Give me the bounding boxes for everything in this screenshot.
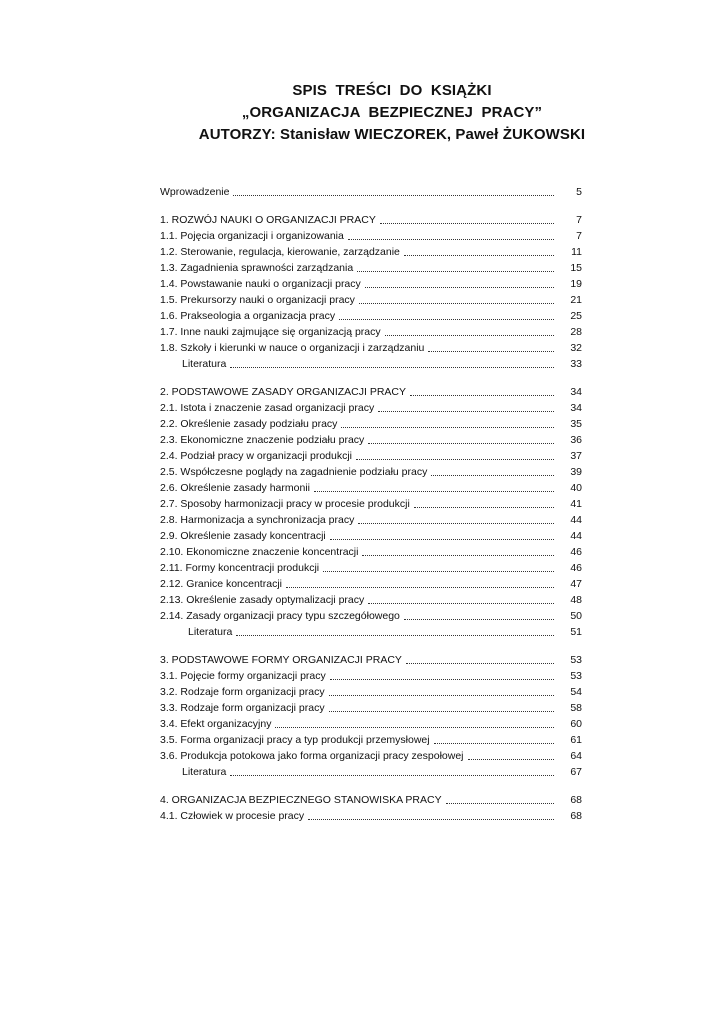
toc-entry (160, 322, 582, 338)
dot-leader (308, 809, 554, 820)
toc-entry-page: 53 (570, 654, 582, 666)
toc-entry-title: 2.6. Określenie zasady harmonii (160, 482, 310, 494)
toc-entry-page: 44 (570, 530, 582, 542)
dot-leader (275, 717, 554, 728)
toc-entry-page: 46 (570, 562, 582, 574)
dot-leader (323, 561, 554, 572)
toc-entry-title: 3.1. Pojęcie formy organizacji pracy (160, 670, 326, 682)
dot-leader (348, 229, 554, 240)
toc-entry-title: 3.6. Produkcja potokowa jako forma organizacji pracy zespołowej (160, 750, 464, 762)
toc-entry (160, 558, 582, 574)
toc-entry-page: 32 (570, 342, 582, 354)
toc-entry-title: 1.3. Zagadnienia sprawności zarządzania (160, 262, 354, 274)
toc-entry (160, 746, 582, 762)
dot-leader (406, 653, 554, 664)
dot-leader (446, 793, 554, 804)
toc-entry-title: 2.13. Określenie zasady optymalizacji pracy (160, 594, 365, 606)
toc-entry-intro (160, 182, 582, 198)
toc-entry (160, 666, 582, 682)
dot-leader (404, 245, 554, 256)
toc-entry-page: 51 (570, 626, 582, 638)
toc-entry-title: 4.1. Człowiek w procesie pracy (160, 810, 305, 822)
toc-entry-page: 53 (570, 670, 582, 682)
toc-entry-page: 68 (570, 794, 582, 806)
dot-leader (236, 625, 554, 636)
dot-leader (368, 593, 554, 604)
toc-entry-title: 1. ROZWÓJ NAUKI O ORGANIZACJI PRACY (160, 214, 376, 226)
dot-leader (230, 357, 554, 368)
toc-entry-literature (160, 762, 582, 778)
toc-entry-page: 46 (570, 546, 582, 558)
toc-entry (160, 606, 582, 622)
toc-entry-page: 41 (570, 498, 582, 510)
toc-entry (160, 258, 582, 274)
dot-leader (414, 497, 554, 508)
toc-entry (160, 526, 582, 542)
toc-entry-title: 2.9. Określenie zasady koncentracji (160, 530, 326, 542)
toc-entry-title: 4. ORGANIZACJA BEZPIECZNEGO STANOWISKA PRACY (160, 794, 442, 806)
dot-leader (365, 277, 554, 288)
toc-entry (160, 574, 582, 590)
toc-entry (160, 274, 582, 290)
title-line-2: „ORGANIZACJA BEZPIECZNEJ PRACY” (241, 104, 543, 121)
toc-entry-title: 2. PODSTAWOWE ZASADY ORGANIZACJI PRACY (160, 386, 407, 398)
toc-entry-title: 3.2. Rodzaje form organizacji pracy (160, 686, 325, 698)
toc-entry (160, 682, 582, 698)
toc-entry-page: 68 (570, 810, 582, 822)
dot-leader (468, 749, 555, 760)
toc-entry-page: 61 (570, 734, 582, 746)
toc-entry-page: 21 (570, 294, 582, 306)
dot-leader (339, 309, 554, 320)
toc-entry-page: 48 (570, 594, 582, 606)
dot-leader (428, 341, 554, 352)
toc-entry-page: 58 (570, 702, 582, 714)
toc-entry-page: 15 (570, 262, 582, 274)
title-block (0, 80, 724, 146)
toc-entry-page: 19 (570, 278, 582, 290)
toc-entry-page: 25 (570, 310, 582, 322)
toc-entry-title: Literatura (182, 766, 227, 778)
dot-leader (329, 685, 554, 696)
toc-entry-page: 60 (570, 718, 582, 730)
toc-chapter-2 (160, 382, 582, 398)
toc-entry-title: 3. PODSTAWOWE FORMY ORGANIZACJI PRACY (160, 654, 402, 666)
toc-entry-page: 39 (570, 466, 582, 478)
toc-entry-page: 34 (570, 402, 582, 414)
toc-chapter-1 (160, 210, 582, 226)
toc-entry-title: 2.11. Formy koncentracji produkcji (160, 562, 320, 574)
dot-leader (357, 261, 554, 272)
toc-entry-title: 1.7. Inne nauki zajmujące się organizacją pracy (160, 326, 381, 338)
toc-entry (160, 462, 582, 478)
toc-entry-title: 1.6. Prakseologia a organizacja pracy (160, 310, 336, 322)
dot-leader (410, 385, 554, 396)
dot-leader (358, 513, 554, 524)
toc-entry (160, 714, 582, 730)
toc-entry-title: 2.4. Podział pracy w organizacji produkcji (160, 450, 353, 462)
toc-entry-page: 5 (576, 186, 582, 198)
toc-entry-literature (160, 622, 582, 638)
toc-entry (160, 414, 582, 430)
toc-entry-page: 50 (570, 610, 582, 622)
title-line-3: AUTORZY: Stanisław WIECZOREK, Paweł ŻUKOWSKI (198, 126, 586, 143)
toc-entry-page: 54 (570, 686, 582, 698)
toc-entry (160, 542, 582, 558)
toc-entry-title: 2.8. Harmonizacja a synchronizacja pracy (160, 514, 355, 526)
toc-entry-page: 67 (570, 766, 582, 778)
dot-leader (380, 213, 554, 224)
dot-leader (233, 185, 554, 196)
toc-entry (160, 398, 582, 414)
toc-entry (160, 430, 582, 446)
toc-entry-page: 34 (570, 386, 582, 398)
toc-entry-title: 2.7. Sposoby harmonizacji pracy w procesie produkcji (160, 498, 410, 510)
toc-entry-title: 2.14. Zasady organizacji pracy typu szczegółowego (160, 610, 400, 622)
toc-entry-title: 2.1. Istota i znaczenie zasad organizacji pracy (160, 402, 375, 414)
dot-leader (329, 701, 554, 712)
toc-entry-title: 2.12. Granice koncentracji (160, 578, 282, 590)
dot-leader (330, 529, 554, 540)
dot-leader (230, 765, 554, 776)
toc-entry (160, 730, 582, 746)
toc-entry-page: 7 (576, 230, 582, 242)
toc-entry-page: 11 (571, 246, 582, 258)
dot-leader (362, 545, 554, 556)
toc-entry-title: 3.3. Rodzaje form organizacji pracy (160, 702, 325, 714)
toc-entry (160, 446, 582, 462)
toc-chapter-4 (160, 790, 582, 806)
toc-entry (160, 290, 582, 306)
toc-entry (160, 226, 582, 242)
dot-leader (330, 669, 554, 680)
toc-chapter-3 (160, 650, 582, 666)
dot-leader (431, 465, 554, 476)
title-line-1: SPIS TREŚCI DO KSIĄŻKI (292, 82, 492, 99)
toc-entry (160, 494, 582, 510)
dot-leader (434, 733, 554, 744)
toc-entry (160, 698, 582, 714)
dot-leader (368, 433, 554, 444)
toc-entry-title: 3.5. Forma organizacji pracy a typ produkcji przemysłowej (160, 734, 430, 746)
toc-entry-page: 44 (570, 514, 582, 526)
toc-entry-page: 64 (570, 750, 582, 762)
toc-entry-title: 2.5. Współczesne poglądy na zagadnienie podziału pracy (160, 466, 428, 478)
toc-entry-page: 35 (570, 418, 582, 430)
dot-leader (385, 325, 554, 336)
dot-leader (359, 293, 554, 304)
toc-entry-page: 28 (570, 326, 582, 338)
table-of-contents (160, 182, 582, 822)
toc-entry (160, 338, 582, 354)
dot-leader (404, 609, 554, 620)
toc-entry-title: Literatura (182, 358, 227, 370)
dot-leader (378, 401, 554, 412)
toc-entry (160, 590, 582, 606)
toc-entry-title: 2.2. Określenie zasady podziału pracy (160, 418, 338, 430)
toc-entry-title: 2.10. Ekonomiczne znaczenie koncentracji (160, 546, 359, 558)
toc-entry-title: 3.4. Efekt organizacyjny (160, 718, 272, 730)
toc-entry-literature (160, 354, 582, 370)
dot-leader (341, 417, 554, 428)
toc-entry-title: 1.4. Powstawanie nauki o organizacji pracy (160, 278, 361, 290)
toc-entry-page: 40 (570, 482, 582, 494)
dot-leader (356, 449, 554, 460)
toc-entry-page: 36 (570, 434, 582, 446)
toc-entry-title: Wprowadzenie (160, 186, 230, 198)
toc-entry (160, 306, 582, 322)
toc-entry (160, 478, 582, 494)
toc-entry-title: 1.5. Prekursorzy nauki o organizacji pracy (160, 294, 355, 306)
dot-leader (314, 481, 554, 492)
toc-entry-title: 1.1. Pojęcia organizacji i organizowania (160, 230, 344, 242)
toc-entry-page: 47 (570, 578, 582, 590)
toc-entry-page: 37 (570, 450, 582, 462)
toc-entry (160, 806, 582, 822)
toc-entry-title: 2.3. Ekonomiczne znaczenie podziału pracy (160, 434, 365, 446)
dot-leader (286, 577, 554, 588)
toc-entry-page: 7 (576, 214, 582, 226)
toc-entry-title: 1.2. Sterowanie, regulacja, kierowanie, zarządzanie (160, 246, 400, 258)
toc-entry-title: Literatura (188, 626, 233, 638)
toc-entry-title: 1.8. Szkoły i kierunki w nauce o organizacji i zarządzaniu (160, 342, 425, 354)
toc-entry (160, 242, 582, 258)
toc-entry-page: 33 (570, 358, 582, 370)
toc-entry (160, 510, 582, 526)
